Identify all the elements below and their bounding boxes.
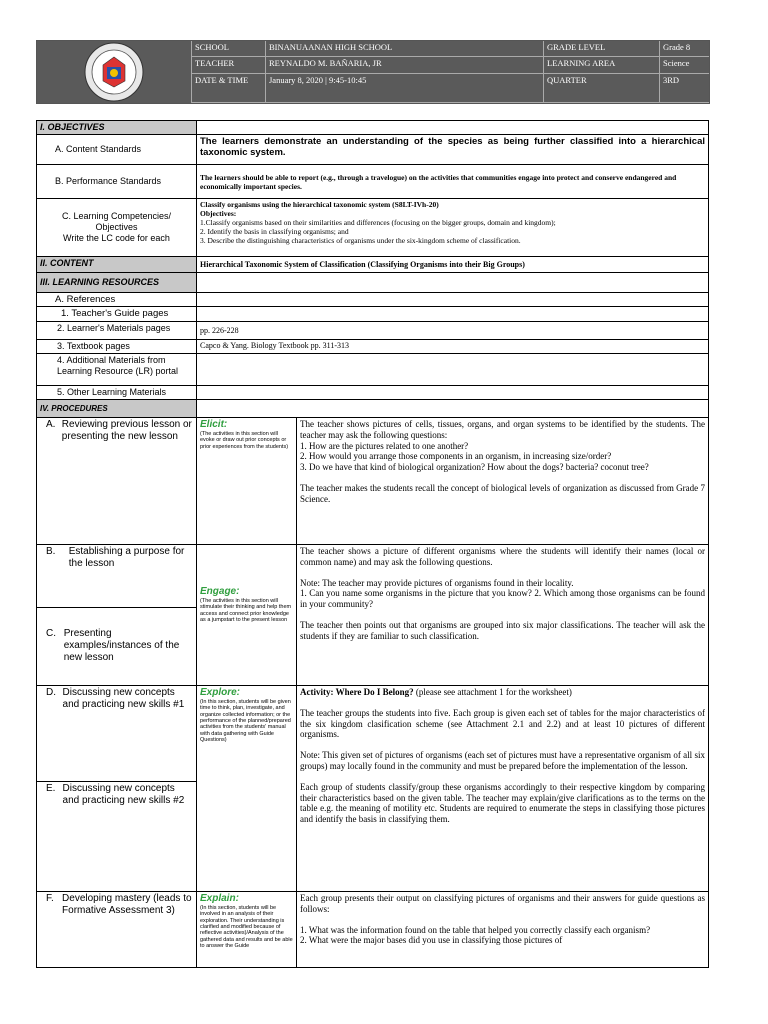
- procedure-d-key: D.: [46, 686, 56, 698]
- lesson-plan-table: [36, 120, 709, 968]
- area-value: Science: [659, 57, 709, 74]
- procedure-c: [37, 607, 197, 685]
- objective-3: 3. Describe the distinguishing characteristics of organisms under the six-kingdom scheme of classification.: [200, 236, 521, 245]
- quarter-label: QUARTER: [543, 74, 659, 103]
- competencies-label-1: C. Learning Competencies/ Objectives: [61, 211, 172, 233]
- explore-cell: [197, 685, 297, 891]
- procedure-f-label: Developing mastery (leads to Formative Assessment 3): [62, 892, 192, 916]
- procedure-d-label: Discussing new concepts and practicing new skills #1: [62, 686, 185, 710]
- performance-standards-text: The learners should be able to report (e.g., through a travelogue) on the activities that communities engage into protect and conserve endangered and economically important species.: [197, 165, 709, 199]
- elicit-cell: [197, 417, 297, 544]
- textbook-label: 3. Textbook pages: [37, 340, 197, 354]
- b-paragraph-3: 1. Can you name some organisms in the picture that you know? 2. Which among those organisms can be found in your community?: [300, 588, 705, 610]
- f-question-1: 1. What was the information found on the table that helped you correctly classify each organism?: [300, 924, 651, 935]
- procedure-d: [37, 685, 197, 781]
- competencies-label-2: Write the LC code for each: [63, 232, 170, 243]
- school-value: BINANUAANAN HIGH SCHOOL: [265, 41, 543, 57]
- b-paragraph-2: Note: The teacher may provide pictures of organisms found in their locality.: [300, 577, 574, 588]
- explore-title: Explore:: [200, 686, 241, 698]
- procedure-a-content: [297, 417, 709, 544]
- explain-cell: [197, 891, 297, 967]
- procedure-f-content: [297, 891, 709, 967]
- textbook-value: Capco & Yang. Biology Textbook pp. 311-313: [197, 340, 709, 354]
- quarter-value: 3RD: [659, 74, 709, 103]
- objectives-heading: I. OBJECTIVES: [37, 121, 197, 135]
- procedure-de-content: [297, 685, 709, 891]
- d-activity-line: [300, 687, 705, 698]
- teacher-label: TEACHER: [191, 57, 265, 74]
- learners-materials-label: 2. Learner's Materials pages: [37, 322, 197, 340]
- a-question-2: 2. How would you arrange those components in an organism, in increasing size/order?: [300, 451, 612, 462]
- a-paragraph-1: The teacher shows pictures of cells, tissues, organs, and organ systems to be identified by the students. The teacher may ask the following questions:: [300, 418, 705, 440]
- deped-seal-icon: [83, 41, 145, 103]
- content-standards-text: The learners demonstrate an understanding of the species as being further classified into a hierarchical taxonomic system.: [197, 135, 709, 165]
- explain-note: (In this section, students will be involved in an analysis of their exploration. Their understanding is clarified and modified because of reflective activities)/Analysis of the gathered data and results and be able to answer the Guide: [200, 904, 293, 949]
- learners-materials-value: pp. 226-228: [197, 322, 709, 340]
- grade-value: Grade 8: [659, 41, 709, 57]
- other-materials-label: 5. Other Learning Materials: [37, 386, 197, 400]
- content-heading: II. CONTENT: [37, 257, 197, 273]
- procedure-bc-content: [297, 544, 709, 685]
- d-paragraph-3: Each group of students classify/group these organisms accordingly to their respective kingdom by comparing their characteristics based on the given table. The teacher may explain/give clarifications as to the terms on the table e.g. the meaning of motility etc. Students are required to enumerate the steps in classifying those pictures and identify the basis in classifying them.: [300, 781, 705, 825]
- content-text: Hierarchical Taxonomic System of Classification (Classifying Organisms into their Big Groups): [197, 257, 709, 273]
- elicit-note: (The activities in this section will evoke or draw out prior concepts or prior experiences from the students): [200, 430, 289, 450]
- a-paragraph-2: The teacher makes the students recall the concept of biological levels of organization as discussed from Grade 7 Science.: [300, 482, 705, 504]
- area-label: LEARNING AREA: [543, 57, 659, 74]
- procedure-e-key: E.: [46, 782, 56, 794]
- d-paragraph-2: Note: This given set of pictures of organisms (each set of pictures must have a representative organism of all six groups) may locally found in the community and must be prepared before the implementation of the lesson.: [300, 750, 705, 771]
- header-block: [36, 40, 710, 104]
- d-activity-note: (please see attachment 1 for the worksheet): [413, 686, 572, 697]
- resources-heading: III. LEARNING RESOURCES: [37, 273, 197, 293]
- content-standards-label: A. Content Standards: [37, 135, 197, 165]
- school-label: SCHOOL: [191, 41, 265, 57]
- explain-title: Explain:: [200, 892, 239, 904]
- a-question-3: 3. Do we have that kind of biological organization? How about the dogs? bacteria? coconut tree?: [300, 462, 649, 473]
- competency-title: Classify organisms using the hierarchical taxonomic system (S8LT-IVh-20): [200, 200, 439, 209]
- procedure-f: [37, 891, 197, 967]
- references-label: A. References: [37, 293, 197, 307]
- performance-standards-label: B. Performance Standards: [37, 165, 197, 199]
- engage-note: (The activities in this section will stimulate their thinking and help them access and connect prior knowledge as a jumpstart to the present lesson: [200, 597, 292, 623]
- teacher-value: REYNALDO M. BAÑARIA, JR: [265, 57, 543, 74]
- procedure-a-key: A.: [46, 418, 56, 430]
- engage-cell: [197, 544, 297, 685]
- f-paragraph-1: Each group presents their output on classifying pictures of organisms and their answers for guide questions as follows:: [300, 892, 705, 914]
- f-question-2: 2. What were the major bases did you use in classifying those pictures of: [300, 935, 563, 946]
- explore-note: (In this section, students will be given time to think, plan, investigate, and organize collected information; or the performance of the planned/prepared activities from the students' manual with data gathering with Guide Questions): [200, 698, 291, 743]
- procedures-heading: IV. PROCEDURES: [37, 399, 197, 417]
- additional-materials-label: 4. Additional Materials from Learning Resource (LR) portal: [37, 354, 197, 386]
- procedure-b: [37, 544, 197, 607]
- a-question-1: 1. How are the pictures related to one another?: [300, 440, 469, 451]
- date-value: January 8, 2020 | 9:45-10:45: [265, 74, 543, 103]
- d-activity-title: Activity: Where Do I Belong?: [300, 686, 414, 697]
- procedure-e-label: Discussing new concepts and practicing new skills #2: [62, 782, 185, 806]
- procedure-a: [37, 417, 197, 544]
- procedure-a-label: Reviewing previous lesson or presenting the new lesson: [61, 418, 192, 442]
- procedure-c-label: Presenting examples/instances of the new lesson: [63, 628, 180, 664]
- engage-title: Engage:: [200, 585, 240, 597]
- procedure-f-key: F.: [46, 892, 54, 904]
- d-paragraph-1: The teacher groups the students into five. Each group is given each set of tables for the major characteristics of the six kingdom clasification scheme (see Attachment 2.1 and 2.2) and at least 10 pictures of different organisms.: [300, 707, 705, 740]
- competencies-label: [37, 199, 197, 257]
- b-paragraph-1: The teacher shows a picture of different organisms where the students will identify their names (local or common name) and may ask the following questions.: [300, 545, 705, 567]
- procedure-c-key: C.: [46, 628, 56, 640]
- objective-2: 2. Identify the basis in classifying organisms; and: [200, 227, 349, 236]
- competencies-cell: [197, 199, 709, 257]
- procedure-b-key: B.: [46, 545, 56, 557]
- objectives-label: Objectives:: [200, 209, 237, 218]
- procedure-b-label: Establishing a purpose for the lesson: [68, 545, 185, 569]
- objective-1: 1.Classify organisms based on their similarities and differences (focusing on the bigger groups, domain and kingdom);: [200, 218, 556, 227]
- elicit-title: Elicit:: [200, 418, 228, 430]
- teachers-guide-label: 1. Teacher's Guide pages: [37, 307, 197, 322]
- date-label: DATE & TIME: [191, 74, 265, 103]
- procedure-e: [37, 781, 197, 891]
- grade-label: GRADE LEVEL: [543, 41, 659, 57]
- b-paragraph-4: The teacher then points out that organisms are grouped into six major classifications. The teacher will ask the students if they are familiar to such classification.: [300, 619, 705, 641]
